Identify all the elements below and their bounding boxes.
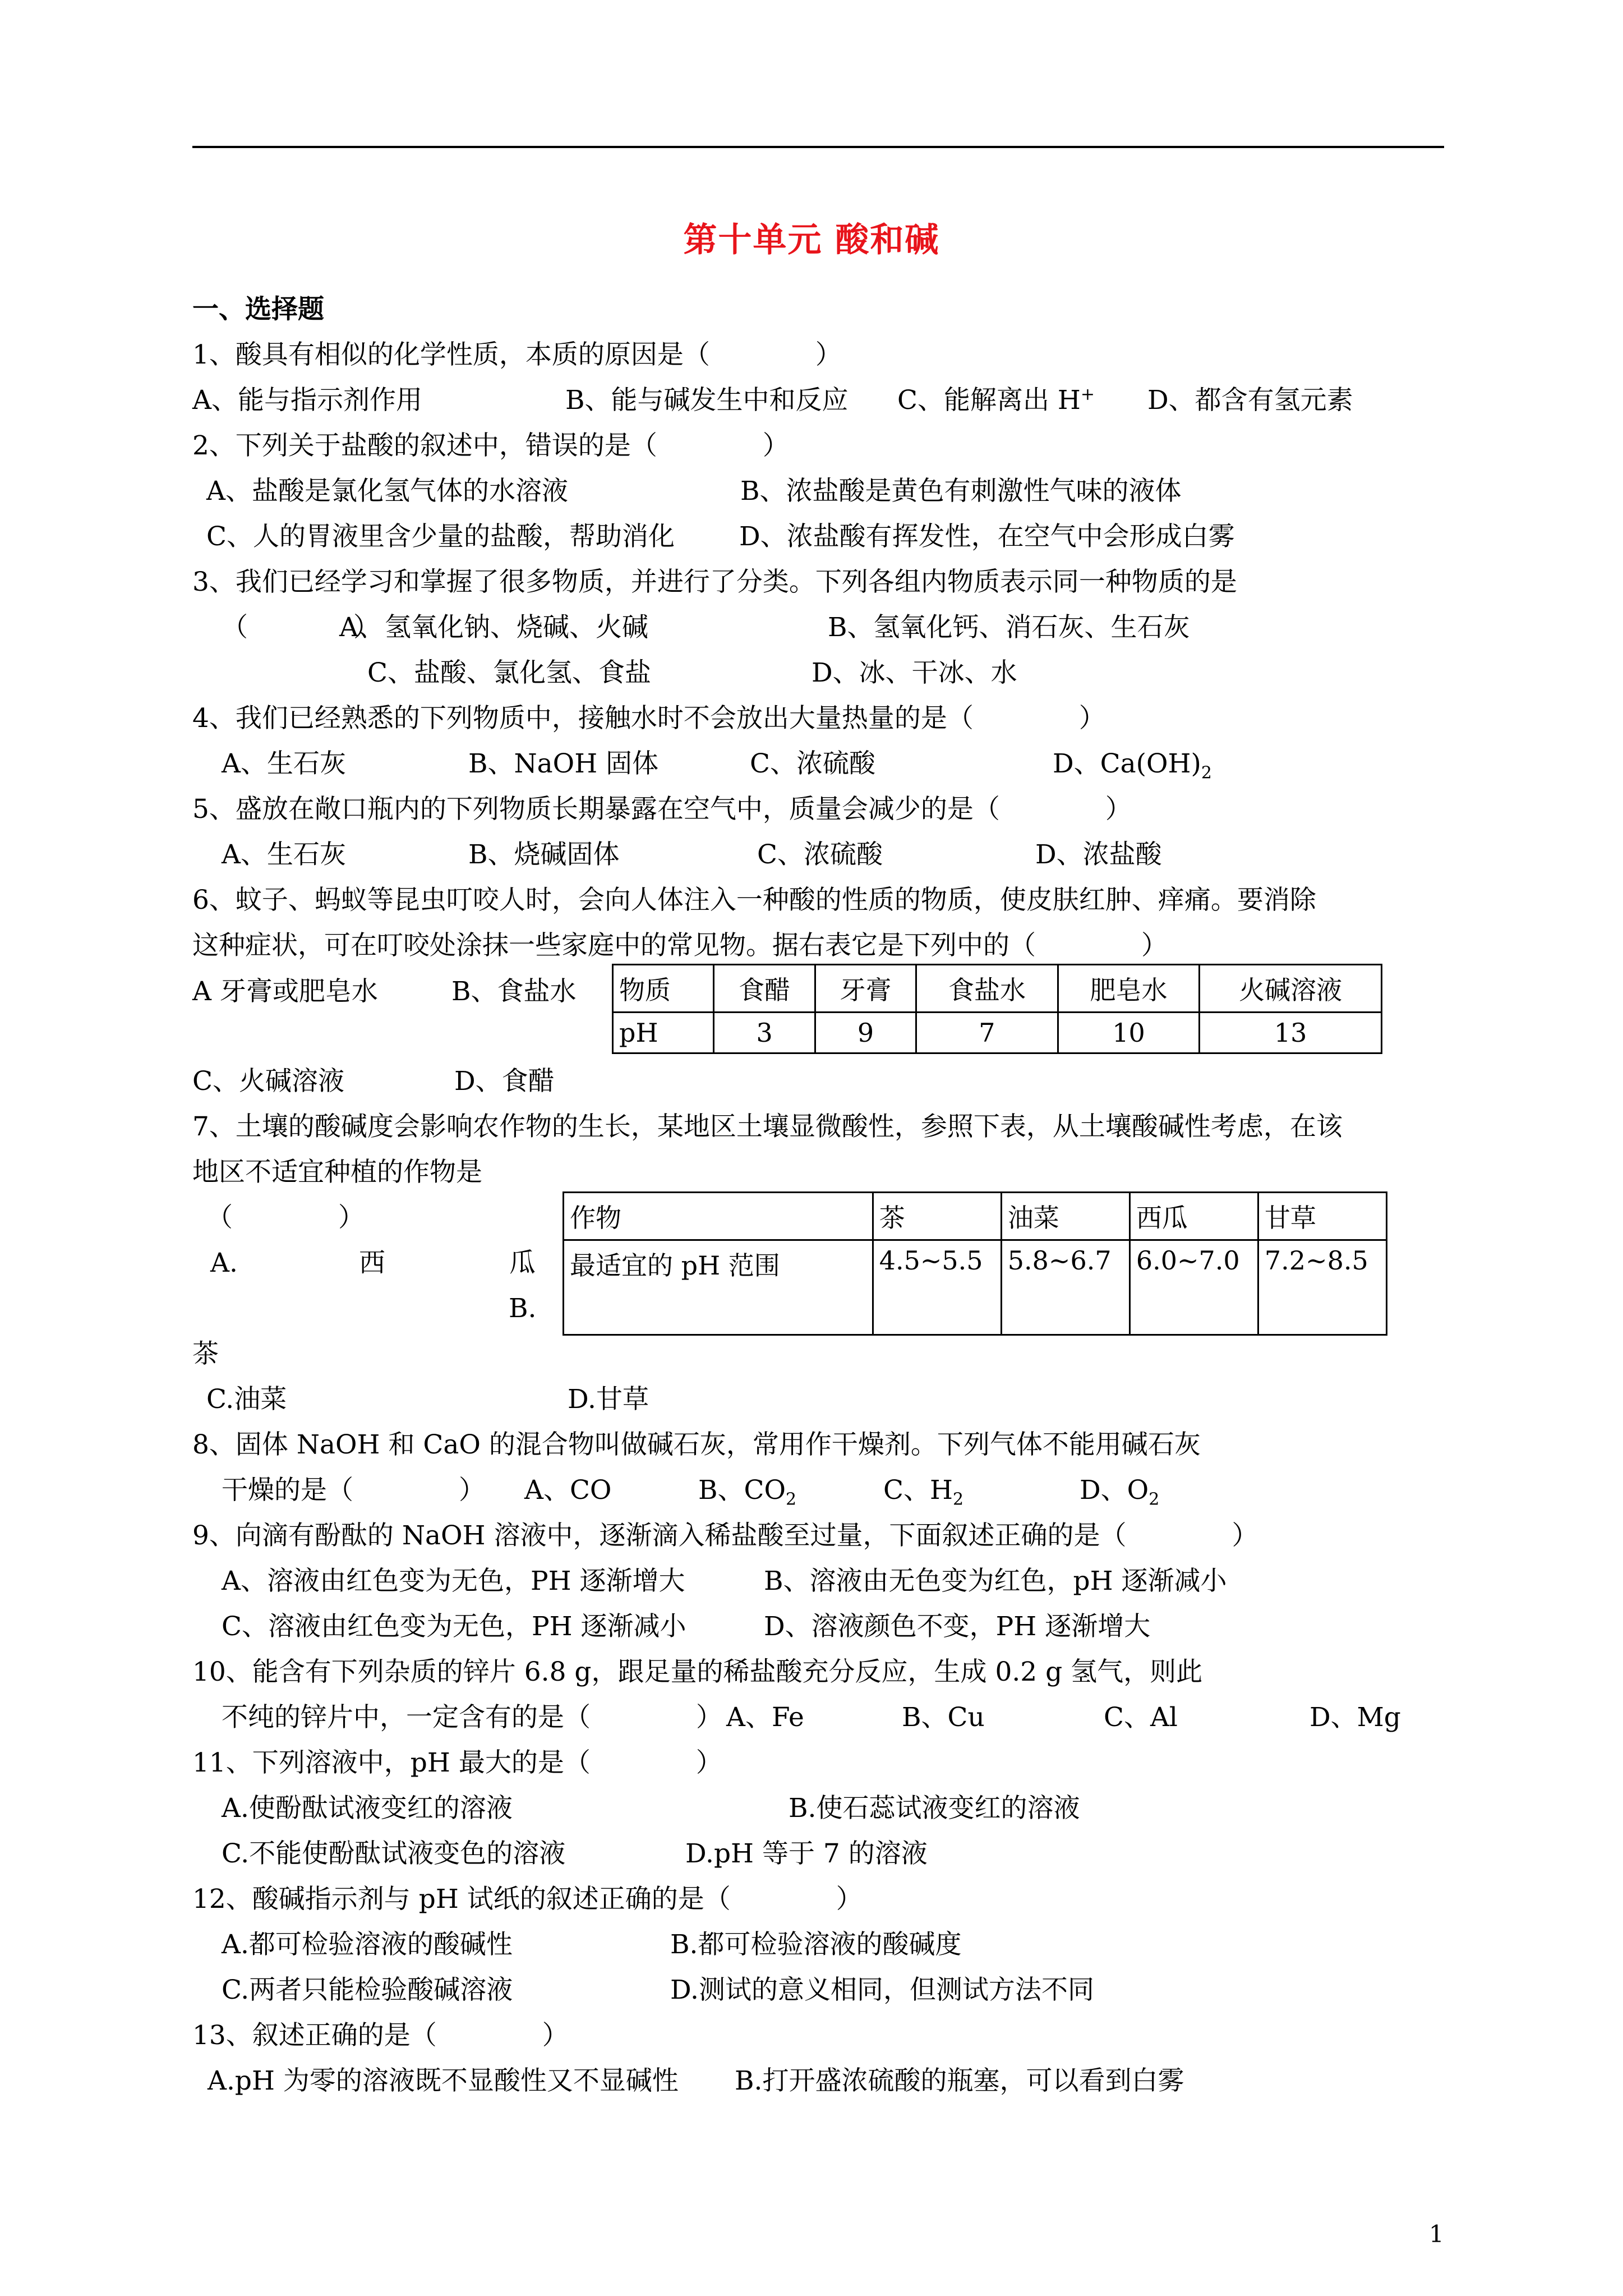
q3-stem: 3、我们已经学习和掌握了很多物质，并进行了分类。下列各组内物质表示同一种物质的是	[192, 567, 1237, 597]
q5-option-a: A、生石灰	[222, 839, 346, 870]
section-heading: 一、选择题	[192, 294, 324, 325]
q9-option-c: C、溶液由红色变为无色，PH 逐渐减小	[222, 1611, 686, 1642]
q5-option-b: B、烧碱固体	[468, 839, 620, 870]
table-row	[564, 1240, 1387, 1335]
q3-option-a: A、氢氧化钠、烧碱、火碱	[339, 612, 648, 643]
header-rule	[192, 146, 1444, 148]
q7-crop-table	[562, 1191, 1387, 1336]
table-cell: 作物	[564, 1193, 873, 1240]
q9-option-a: A、溶液由红色变为无色，PH 逐渐增大	[222, 1566, 685, 1596]
q1-option-c: C、能解离出 H+	[897, 384, 1095, 416]
q7-paren: （ ）	[206, 1202, 365, 1233]
q10-stem-1: 10、能含有下列杂质的锌片 6.8 g，跟足量的稀盐酸充分反应，生成 0.2 g 氢气，则此	[192, 1657, 1203, 1687]
q6-option-a: A 牙膏或肥皂水	[192, 976, 378, 1007]
table-cell: 肥皂水	[1058, 965, 1200, 1013]
q11-option-d: D.pH 等于 7 的溶液	[685, 1838, 928, 1869]
q7-option-b-text: 茶	[192, 1338, 219, 1369]
q4-option-b: B、NaOH 固体	[468, 748, 659, 779]
q2-option-c: C、人的胃液里含少量的盐酸，帮助消化	[206, 521, 675, 552]
q10-stem-2: 不纯的锌片中，一定含有的是（ ）	[222, 1702, 722, 1733]
q2-option-d: D、浓盐酸有挥发性，在空气中会形成白雾	[739, 521, 1235, 552]
q10-option-c: C、Al	[1104, 1702, 1178, 1733]
q7-option-d: D.甘草	[568, 1384, 649, 1415]
q11-option-c: C.不能使酚酞试液变色的溶液	[222, 1838, 566, 1869]
q7-option-a-word-1: 西	[359, 1248, 385, 1278]
table-cell: 物质	[613, 965, 714, 1013]
q4-option-c: C、浓硫酸	[750, 748, 875, 779]
q6-stem-1: 6、蚊子、蚂蚁等昆虫叮咬人时，会向人体注入一种酸的性质的物质，使皮肤红肿、痒痛。要消除	[192, 885, 1316, 915]
table-row	[613, 965, 1382, 1013]
q6-option-b: B、食盐水	[451, 976, 577, 1007]
q13-stem: 13、叙述正确的是（ ）	[192, 2020, 569, 2051]
q1-option-d: D、都含有氢元素	[1147, 385, 1353, 416]
q8-stem-2: 干燥的是（ ）	[222, 1475, 485, 1506]
table-cell: 茶	[873, 1193, 1001, 1240]
q2-option-b: B、浓盐酸是黄色有刺激性气味的液体	[740, 476, 1182, 507]
q9-option-d: D、溶液颜色不变，PH 逐渐增大	[764, 1611, 1151, 1642]
q2-option-a: A、盐酸是氯化氢气体的水溶液	[206, 476, 568, 507]
table-cell: 7	[916, 1013, 1058, 1053]
table-cell: 火碱溶液	[1200, 965, 1382, 1013]
q1-option-a: A、能与指示剂作用	[192, 385, 422, 416]
q8-option-d: D、$O_2$	[1080, 1475, 1160, 1510]
q4-stem: 4、我们已经熟悉的下列物质中，接触水时不会放出大量热量的是（ ）	[192, 703, 1105, 734]
q7-option-b-label: B.	[509, 1293, 537, 1324]
q5-option-c: C、浓硫酸	[757, 839, 883, 870]
q8-option-a: A、CO	[524, 1475, 612, 1506]
q10-option-a: A、Fe	[726, 1702, 804, 1733]
q8-option-c: C、$H_2$	[883, 1475, 964, 1510]
q12-option-c: C.两者只能检验酸碱溶液	[222, 1975, 513, 2005]
table-cell: 4.5~5.5	[873, 1240, 1001, 1335]
q13-option-b: B.打开盛浓硫酸的瓶塞，可以看到白雾	[735, 2065, 1184, 2096]
q1-option-b: B、能与碱发生中和反应	[565, 385, 849, 416]
q6-stem-2: 这种症状，可在叮咬处涂抹一些家庭中的常见物。据右表它是下列中的（ ）	[192, 930, 1168, 961]
q10-option-d: D、Mg	[1310, 1702, 1401, 1733]
q7-option-c: C.油菜	[206, 1384, 287, 1415]
q11-option-b: B.使石蕊试液变红的溶液	[789, 1793, 1080, 1824]
q12-stem: 12、酸碱指示剂与 pH 试纸的叙述正确的是（ ）	[192, 1884, 863, 1915]
table-cell: 6.0~7.0	[1129, 1240, 1258, 1335]
q3-option-c: C、盐酸、氯化氢、食盐	[367, 657, 651, 688]
q10-option-b: B、Cu	[902, 1702, 985, 1733]
q9-option-b: B、溶液由无色变为红色，pH 逐渐减小	[764, 1566, 1227, 1596]
q3-option-d: D、冰、干冰、水	[811, 657, 1017, 688]
q12-option-a: A.都可检验溶液的酸碱性	[222, 1929, 513, 1960]
q11-option-a: A.使酚酞试液变红的溶液	[222, 1793, 513, 1824]
q8-stem-1: 8、固体 NaOH 和 CaO 的混合物叫做碱石灰，常用作干燥剂。下列气体不能用碱石灰	[192, 1429, 1201, 1460]
q9-stem: 9、向滴有酚酞的 NaOH 溶液中，逐渐滴入稀盐酸至过量，下面叙述正确的是（ ）	[192, 1520, 1258, 1551]
q7-stem-2: 地区不适宜种植的作物是	[192, 1157, 482, 1188]
table-cell: 9	[815, 1013, 916, 1053]
q6-option-c: C、火碱溶液	[192, 1066, 344, 1097]
q1-stem: 1、酸具有相似的化学性质，本质的原因是（ ）	[192, 339, 842, 370]
table-cell: 最适宜的 pH 范围	[564, 1240, 873, 1335]
q12-option-b: B.都可检验溶液的酸碱度	[670, 1929, 962, 1960]
q3-option-b: B、氢氧化钙、消石灰、生石灰	[828, 612, 1190, 643]
table-cell: pH	[613, 1013, 714, 1053]
table-row	[613, 1013, 1382, 1053]
q6-ph-table	[612, 964, 1382, 1054]
table-cell: 牙膏	[815, 965, 916, 1013]
q13-option-a: A.pH 为零的溶液既不显酸性又不显碱性	[208, 2065, 679, 2096]
q6-option-d: D、食醋	[454, 1066, 555, 1097]
q8-option-b: B、$CO_2$	[698, 1475, 797, 1510]
table-cell: 食盐水	[916, 965, 1058, 1013]
q7-option-a-label: A.	[210, 1248, 238, 1278]
q12-option-d: D.测试的意义相同，但测试方法不同	[670, 1975, 1094, 2005]
q5-stem: 5、盛放在敞口瓶内的下列物质长期暴露在空气中，质量会减少的是（ ）	[192, 794, 1132, 825]
table-cell: 3	[714, 1013, 815, 1053]
table-cell: 5.8~6.7	[1001, 1240, 1129, 1335]
q2-stem: 2、下列关于盐酸的叙述中，错误的是（ ）	[192, 430, 789, 461]
page-number: 1	[1429, 2220, 1444, 2248]
table-cell: 13	[1200, 1013, 1382, 1053]
page-title: 第十单元 酸和碱	[683, 220, 940, 260]
table-cell: 食醋	[714, 965, 815, 1013]
table-cell: 7.2~8.5	[1258, 1240, 1386, 1335]
q3-paren: （ ）	[222, 612, 380, 643]
q4-option-d: D、$Ca(OH)_2$	[1053, 748, 1212, 783]
q7-option-a-word-2: 瓜	[509, 1248, 536, 1278]
table-row	[564, 1193, 1387, 1240]
table-cell: 10	[1058, 1013, 1200, 1053]
table-cell: 西瓜	[1129, 1193, 1258, 1240]
table-cell: 甘草	[1258, 1193, 1386, 1240]
q5-option-d: D、浓盐酸	[1035, 839, 1162, 870]
q4-option-a: A、生石灰	[222, 748, 346, 779]
q11-stem: 11、下列溶液中，pH 最大的是（ ）	[192, 1747, 722, 1778]
table-cell: 油菜	[1001, 1193, 1129, 1240]
q7-stem-1: 7、土壤的酸碱度会影响农作物的生长，某地区土壤显微酸性，参照下表，从土壤酸碱性考虑，在该	[192, 1111, 1343, 1142]
